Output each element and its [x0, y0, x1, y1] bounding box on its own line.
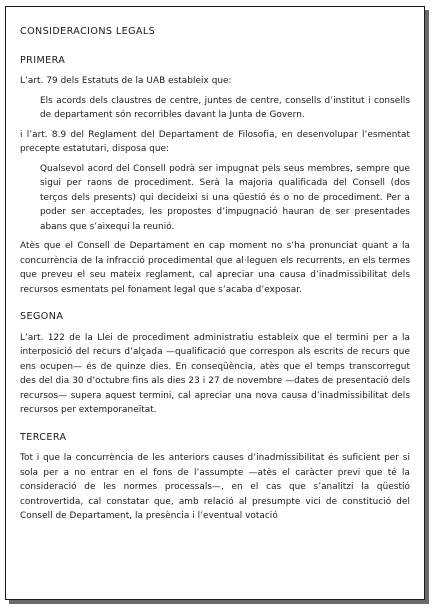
section-heading-segona: SEGONA	[20, 311, 64, 322]
quoted-article: Els acords dels claustres de centre, juntes de centre, consells d’institut i consells de departament són recorribles davant la Junta de Govern.	[40, 95, 410, 120]
paragraph: Tot i que la concurrència de les anteriors causes d’inadmissibilitat és suficient per si sola per a no entrar en el fons de l’assumpte —atès el caràcter previ que té la consideració de les normes processals—, en el cas que s’analitzi la qüestió controvertida, cal constatar que, amb relació al presumpte vici de constitució del Consell de Departament, la presència i l’eventual votació	[20, 453, 410, 521]
section-heading-primera: PRIMERA	[20, 54, 66, 66]
paragraph: L’art. 79 dels Estatuts de la UAB estableix que:	[20, 76, 232, 86]
document-body	[20, 25, 410, 529]
quoted-article: Qualsevol acord del Consell podrà ser impugnat pels seus membres, sempre que sigui per raons de procediment. Serà la majoria qualificada del Consell (dos terços dels presents) qui decideixi si una qüestió és o no de procediment. Per a poder ser acceptades, les propostes d’impugnació hauran de ser presentades abans que s’aixequi la reunió.	[40, 163, 410, 232]
section-heading-tercera: TERCERA	[20, 431, 67, 443]
paragraph: L’art. 122 de la Llei de procediment administratiu estableix que el termini per a la interposició del recurs d’alçada —qualificació que correspon als escrits de recurs que ens ocupen— és de quinze dies. En conseqüència, atès que el temps transcorregut des del dia 30 d’octubre fins als dies 23 i 27 de novembre —dates de presentació dels recursos— supera aquest termini, cal apreciar una nova causa d’inadmissibilitat dels recursos per extemporaneïtat.	[20, 332, 410, 415]
paragraph: Atès que el Consell de Departament en cap moment no s’ha pronunciat quant a la concurrència de la infracció procedimental que al·leguen els recurrents, en els termes que preveu el seu mateix reglament, cal apreciar una causa d’inadmissibilitat dels recursos esmentats pel fonament legal que s’acaba d’exposar.	[20, 241, 410, 295]
paragraph: i l’art. 8.9 del Reglament del Departament de Filosofia, en desenvolupar l’esmentat precepte estatutari, disposa que:	[20, 129, 410, 154]
document-title: CONSIDERACIONS LEGALS	[20, 26, 156, 37]
document-page	[5, 6, 425, 600]
